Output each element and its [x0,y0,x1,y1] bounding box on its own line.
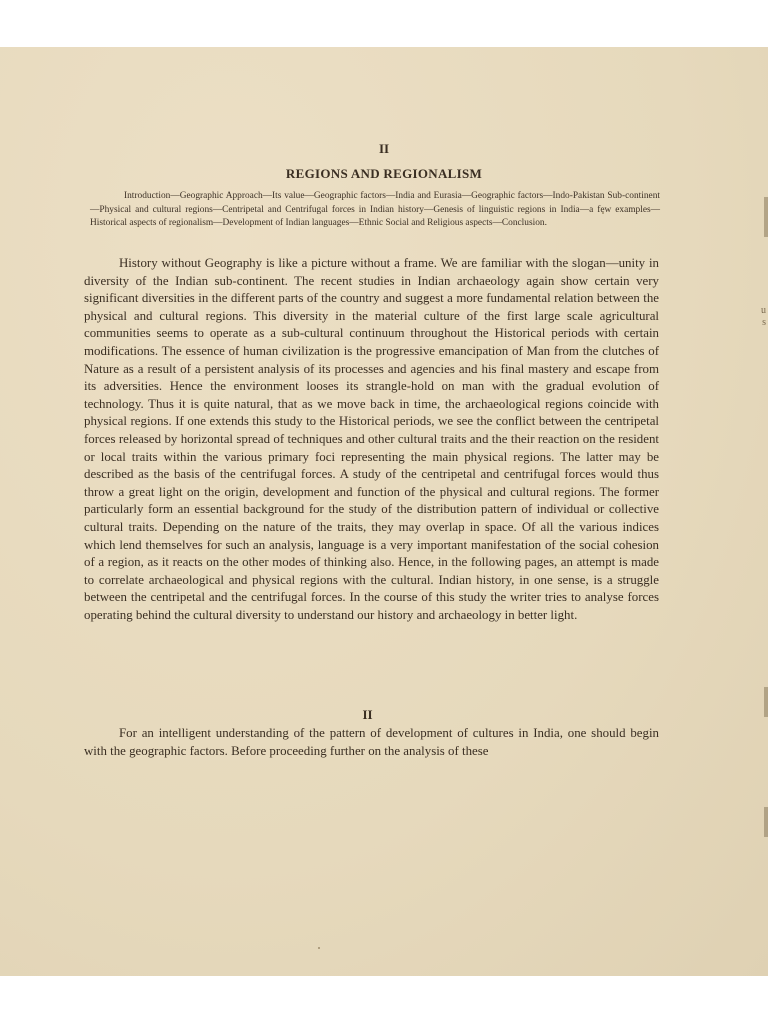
body-paragraph: History without Geography is like a picture without a frame. We are familiar with the slogan—unity in diversity of the Indian sub-continent. The recent studies in Indian archaeology again show certain very significant diversities in the different parts of the country and suggest a more fundamental relation between the physical and cultural regions. This diversity in the material culture of the first large scale agricultural communities seems to operate as a sub-cultural continuum throughout the Historical periods with certain modifications. The essence of human civilization is the progressive emancipation of Man from the clutches of Nature as a result of a persistent analysis of its processes and agencies and his final mastery and escape from its adversities. Hence the environment looses its strangle-hold on man with the gradual evolution of technology. Thus it is quite natural, that as we move back in time, the archaeological regions coincide with physical regions. If one extends this study to the Historical periods, we see the conflict between the centripetal forces released by horizontal spread of techniques and other cultural traits and the their reaction on the resident or local traits within the various primary foci representing the main physical regions. The latter may be described as the basis of the centrifugal forces. A study of the centripetal and centrifugal forces would thus throw a great light on the origin, development and function of the physical and cultural regions. The former particularly form an essential background for the study of the distribution pattern of individual or collective cultural traits. Depending on the nature of the traits, they may overlap in space. Of all the various indices which lend themselves for such an analysis, language is a very important manifestation of the social cohesion of a region, as it reacts on the other modes of thinking also. Hence, in the following pages, an attempt is made to correlate archaeological and physical regions with the cultural. Indian history, in one sense, is a struggle between the centripetal and the centrifugal forces. In the course of this study the writer tries to analyse forces operating behind the cultural diversity to understand our history and archaeology in better light. [84,256,659,622]
body-paragraph: For an intelligent understanding of the pattern of development of cultures in India, one should begin with the geographic factors. Before proceeding further on the analysis of these [84,726,659,758]
chapter-synopsis: Introduction—Geographic Approach—Its value—Geographic factors—India and Eurasia—Geographic factors—Indo-Pakistan Sub-continent—Physical and cultural regions—Centripetal and Centrifugal forces in Indian history—Genesis of linguistic regions in India—a few examples—Historical aspects of regionalism—Development of Indian languages—Ethnic Social and Religious aspects—Conclusion. [90,191,660,229]
chapter-number: II [378,141,390,156]
paper-speck [318,947,320,949]
page-edge-mark [764,807,768,837]
margin-mark: u [761,305,766,316]
chapter-title: REGIONS AND REGIONALISM [285,166,483,181]
margin-mark: s [762,317,766,328]
page-edge-mark [764,687,768,717]
section-number: II [362,707,373,722]
page-edge-mark [764,197,768,237]
